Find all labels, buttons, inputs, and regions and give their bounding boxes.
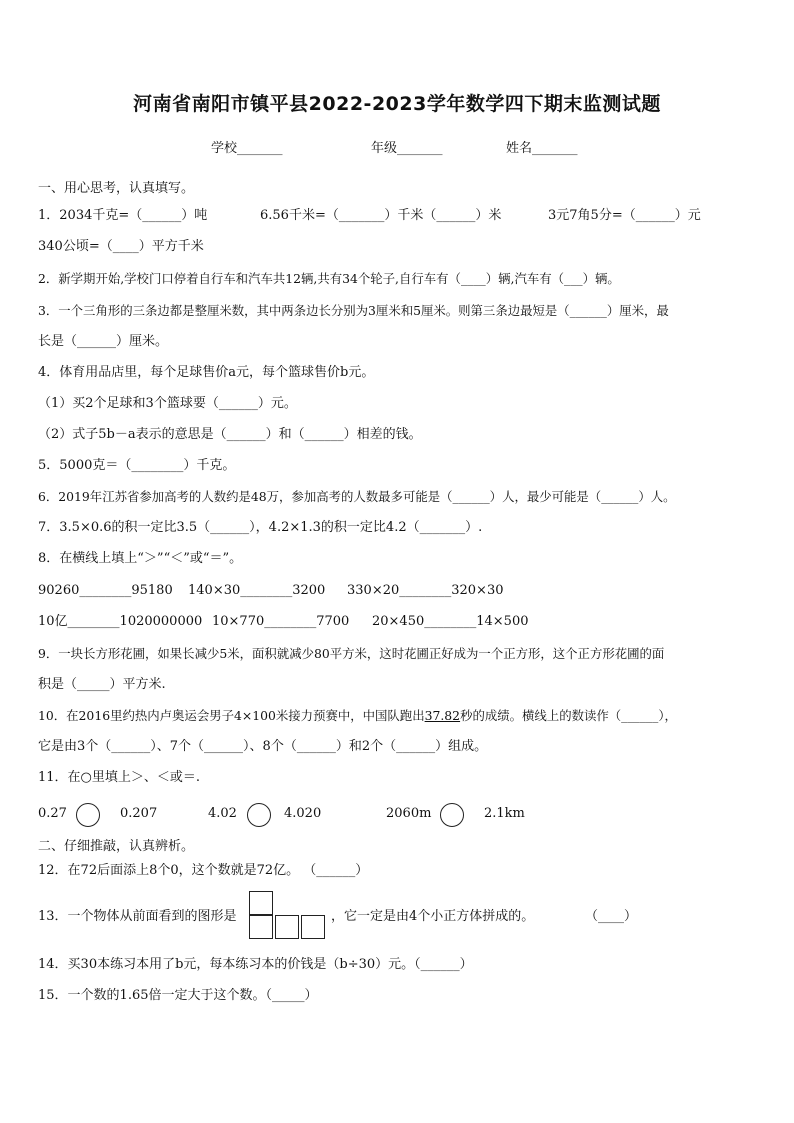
question-10-line2: 它是由3个（______）、7个（______）、8个（______）和2个（______）组成。 (38, 739, 488, 754)
comparison-circle[interactable] (440, 803, 464, 827)
compare-value: 4.02 (208, 806, 237, 821)
question-10-text: 10．在2016里约热内卢奥运会男子4×100米接力预赛中，中国队跑出 (38, 708, 425, 723)
question-1c: 3元7角5分=（______）元 (548, 208, 701, 223)
compare-value: 2060m (386, 806, 432, 821)
compare-item: 90260________95180 (38, 583, 173, 598)
question-6: 6．2019年江苏省参加高考的人数约是48万，参加高考的人数最多可能是（______）人，最少可能是（______）人。 (38, 489, 676, 504)
question-15: 15．一个数的1.65倍一定大于这个数。（_____） (38, 988, 318, 1003)
question-9-line2: 积是（_____）平方米. (38, 677, 166, 692)
question-3-line1: 3．一个三角形的三条边都是整厘米数，其中两条边长分别为3厘米和5厘米。则第三条边最短是（______）厘米，最 (38, 303, 669, 318)
question-10-line1 (38, 707, 677, 725)
compare-item: 10亿________1020000000 (38, 614, 203, 629)
section-1-heading: 一、用心思考，认真填写。 (38, 181, 195, 196)
compare-item: 10×770________7700 (212, 614, 350, 629)
school-field[interactable]: 学校_______ (211, 141, 283, 156)
underlined-number: 37.82 (424, 708, 461, 723)
question-8: 8．在横线上填上“＞”“＜”或“＝”。 (38, 551, 243, 566)
name-field[interactable]: 姓名_______ (506, 141, 578, 156)
compare-value: 2.1km (484, 806, 525, 821)
question-11: 11．在○里填上＞、＜或＝. (38, 770, 201, 785)
question-4: 4．体育用品店里，每个足球售价a元，每个篮球售价b元。 (38, 365, 375, 380)
question-4-part2: （2）式子5b－a表示的意思是（______）和（______）相差的钱。 (38, 427, 422, 442)
grade-field[interactable]: 年级_______ (371, 141, 443, 156)
comparison-circle[interactable] (247, 803, 271, 827)
question-3-line2: 长是（______）厘米。 (38, 334, 169, 349)
figure-square (301, 915, 325, 939)
page-title: 河南省南阳市镇平县2022-2023学年数学四下期末监测试题 (133, 93, 661, 115)
question-10-text: 秒的成绩。横线上的数读作（______）， (460, 708, 677, 723)
figure-square (275, 915, 299, 939)
compare-item: 330×20________320×30 (347, 583, 504, 598)
question-1b: 6.56千米=（_______）千米（______）米 (260, 208, 502, 223)
front-view-figure (249, 891, 329, 943)
question-14: 14．买30本练习本用了b元，每本练习本的价钱是（b÷30）元。（______） (38, 957, 473, 972)
figure-square (249, 891, 273, 915)
question-1a: 1．2034千克=（______）吨 (38, 208, 208, 223)
question-7: 7．3.5×0.6的积一定比3.5（______），4.2×1.3的积一定比4.2（_______）. (38, 520, 483, 535)
question-12: 12．在72后面添上8个0，这个数就是72亿。 （______） (38, 863, 369, 878)
section-2-heading: 二、仔细推敲，认真辨析。 (38, 839, 195, 854)
question-5: 5．5000克＝（________）千克。 (38, 458, 236, 473)
compare-item: 140×30________3200 (188, 583, 326, 598)
compare-value: 4.020 (284, 806, 322, 821)
question-13-text: 13．一个物体从前面看到的图形是 (38, 909, 237, 924)
question-13-blank[interactable]: （____） (585, 909, 638, 924)
compare-value: 0.207 (120, 806, 158, 821)
question-4-part1: （1）买2个足球和3个篮球要（______）元。 (38, 396, 297, 411)
question-13-text-end: ，它一定是由4个小正方体拼成的。 (331, 909, 535, 924)
figure-square (249, 915, 273, 939)
compare-item: 20×450________14×500 (372, 614, 529, 629)
question-9-line1: 9．一块长方形花圃，如果长减少5米，面积就减少80平方米，这时花圃正好成为一个正方形，这个正方形花圃的面 (38, 646, 665, 661)
comparison-circle[interactable] (76, 803, 100, 827)
question-2: 2．新学期开始,学校门口停着自行车和汽车共12辆,共有34个轮子,自行车有（____）辆,汽车有（___）辆。 (38, 271, 620, 286)
question-1d: 340公顷=（____）平方千米 (38, 239, 204, 254)
compare-value: 0.27 (38, 806, 67, 821)
